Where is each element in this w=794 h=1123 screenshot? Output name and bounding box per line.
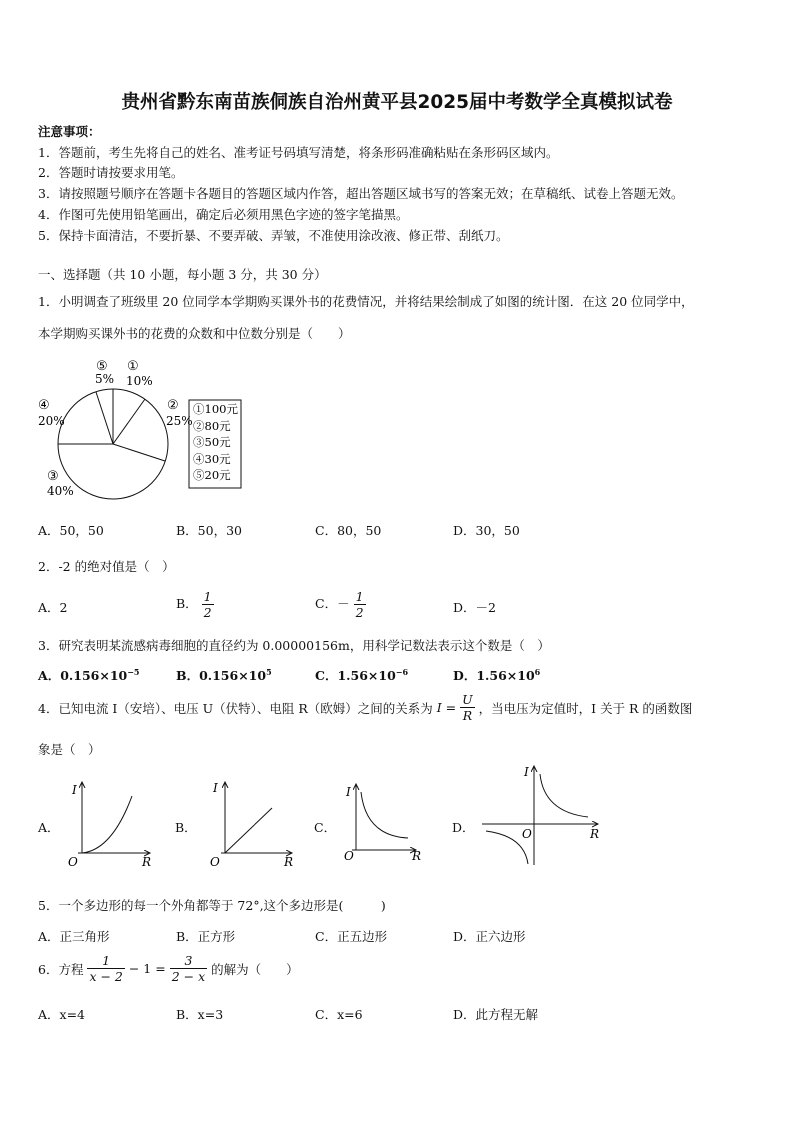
exponent: −6 (395, 666, 409, 677)
origin-label: O (68, 855, 78, 869)
equation-middle: − 1 = (128, 961, 166, 976)
option-d (453, 666, 540, 684)
exponent: 6 (534, 666, 541, 677)
pie-label-num: ① (127, 359, 139, 374)
numerator: U (462, 692, 473, 707)
option-a: A．正三角形 (38, 929, 110, 944)
numerator: 1 (87, 953, 124, 969)
graph-c (336, 778, 436, 870)
option-b-base: B．0.156×10 (176, 668, 267, 683)
origin-label: O (344, 849, 354, 863)
question-6-stem (38, 953, 299, 984)
graph-b (200, 778, 300, 870)
axis-label-i: I (346, 785, 351, 799)
pie-divider (113, 444, 165, 461)
axis-label-i: I (524, 765, 529, 779)
page-title: 贵州省黔东南苗族侗族自治州黄平县2025届中考数学全真模拟试卷 (121, 92, 673, 113)
denominator: 2 − x (171, 969, 206, 984)
numerator: 3 (170, 953, 207, 969)
option-d: D．此方程无解 (453, 1007, 539, 1022)
option-a: A．50，50 (38, 523, 104, 538)
pie-label-num: ② (167, 398, 179, 413)
pie-legend-item: ④30元 (193, 452, 231, 466)
option-b: B．50，30 (176, 523, 242, 538)
notice-item: 4．作图可先使用铅笔画出，确定后必须用黑色字迹的签字笔描黑。 (38, 207, 409, 222)
option-c: C．80，50 (315, 523, 382, 538)
option-d: D．30，50 (453, 523, 520, 538)
axis-label-r: R (142, 855, 152, 869)
option-c: C．x=6 (315, 1007, 363, 1022)
option-c (315, 589, 366, 620)
function-line (225, 808, 272, 853)
denominator: x − 2 (89, 969, 123, 984)
pie-divider (96, 392, 113, 444)
graph-d (478, 760, 608, 870)
function-curve (540, 774, 588, 817)
fraction (87, 953, 124, 984)
fraction (170, 953, 207, 984)
axis-label-i: I (72, 783, 77, 797)
notice-item: 5．保持卡面清洁，不要折暴、不要弄破、弄皱，不准使用涂改液、修正带、刮纸刀。 (38, 228, 509, 243)
option-d-label: D． (452, 820, 475, 835)
question-6-text-cont: 的解为（ ） (211, 961, 299, 977)
option-b (176, 589, 214, 620)
option-a: A．2 (38, 600, 68, 615)
function-curve (82, 796, 132, 853)
option-a-base: A．0.156×10 (38, 668, 128, 683)
axis-label-r: R (590, 827, 600, 841)
pie-legend-item: ③50元 (193, 435, 231, 449)
denominator: 2 (355, 605, 364, 620)
option-a (38, 666, 140, 684)
notice-item: 3．请按照题号顺序在答题卡各题目的答题区域内作答，超出答题区域书写的答案无效；在草稿纸、试卷上答题无效。 (38, 186, 684, 201)
pie-label-num: ③ (47, 469, 59, 484)
denominator: 2 (203, 605, 212, 620)
option-d-base: D．1.56×10 (453, 668, 535, 683)
pie-label-pct: 5% (95, 372, 115, 386)
option-b-prefix: B． (176, 596, 198, 611)
origin-label: O (522, 827, 532, 841)
exponent: 5 (266, 666, 272, 677)
pie-label-pct: 20% (38, 414, 65, 428)
option-b: B．x=3 (176, 1007, 224, 1022)
section-heading: 一、选择题（共 10 小题，每小题 3 分，共 30 分） (38, 267, 327, 282)
question-1-stem: 1．小明调查了班级里 20 位同学本学期购买课外书的花费情况，并将结果绘制成了如图的统计图．在这 20 位同学中， (38, 294, 694, 309)
exponent: −5 (127, 666, 140, 677)
question-4-text: 4．已知电流 I（安培）、电压 U（伏特）、电阻 R（欧姆）之间的关系为 (38, 700, 433, 716)
origin-label: O (210, 855, 220, 869)
graph-a (62, 778, 162, 870)
function-curve (361, 792, 408, 838)
formula-lhs: I = (436, 700, 457, 715)
pie-label-pct: 25% (166, 414, 193, 428)
option-a-label: A． (38, 820, 60, 835)
pie-label-pct: 10% (126, 374, 153, 388)
question-4-stem-cont: 象是（ ） (38, 742, 101, 757)
option-c-prefix: C．－ (315, 596, 350, 611)
option-b: B．正方形 (176, 929, 236, 944)
axis-label-r: R (284, 855, 294, 869)
fraction (202, 589, 214, 620)
question-4-text-cont: ，当电压为定值时，I 关于 R 的函数图 (478, 700, 693, 716)
axis-label-r: R (412, 849, 422, 863)
option-a: A．x=4 (38, 1007, 86, 1022)
pie-divider (113, 399, 145, 444)
fraction (460, 692, 475, 723)
pie-label-num: ④ (38, 398, 50, 413)
question-4-stem (38, 692, 692, 723)
pie-legend-item: ①100元 (193, 402, 238, 416)
option-c-base: C．1.56×10 (315, 668, 396, 683)
option-c: C．正五边形 (315, 929, 388, 944)
pie-legend-item: ⑤20元 (193, 468, 231, 482)
denominator: R (462, 708, 473, 723)
question-1-stem-cont: 本学期购买课外书的花费的众数和中位数分别是（ ） (38, 326, 351, 341)
notice-item: 2．答题时请按要求用笔。 (38, 165, 184, 180)
pie-label-num: ⑤ (96, 359, 108, 374)
option-d: D．正六边形 (453, 929, 526, 944)
numerator: 1 (203, 589, 212, 604)
pie-chart (30, 352, 260, 502)
option-c-label: C． (314, 820, 337, 835)
option-b-label: B． (175, 820, 197, 835)
pie-label-pct: 40% (47, 484, 74, 498)
pie-legend-item: ②80元 (193, 419, 231, 433)
axis-label-i: I (213, 781, 218, 795)
notice-item: 1．答题前，考生先将自己的姓名、准考证号码填写清楚，将条形码准确粘贴在条形码区域内。 (38, 145, 559, 160)
notice-heading: 注意事项： (38, 124, 101, 139)
option-b (176, 666, 272, 684)
question-2-stem: 2．-2 的绝对值是（ ） (38, 559, 175, 574)
question-3-stem: 3．研究表明某流感病毒细胞的直径约为 0.00000156m，用科学记数法表示这个数是（ ） (38, 638, 550, 653)
fraction (354, 589, 366, 620)
question-6-text: 6．方程 (38, 961, 84, 977)
question-5-stem: 5．一个多边形的每一个外角都等于 72°,这个多边形是( ) (38, 898, 386, 913)
option-d: D．－2 (453, 600, 496, 615)
numerator: 1 (355, 589, 364, 604)
option-c (315, 666, 408, 684)
